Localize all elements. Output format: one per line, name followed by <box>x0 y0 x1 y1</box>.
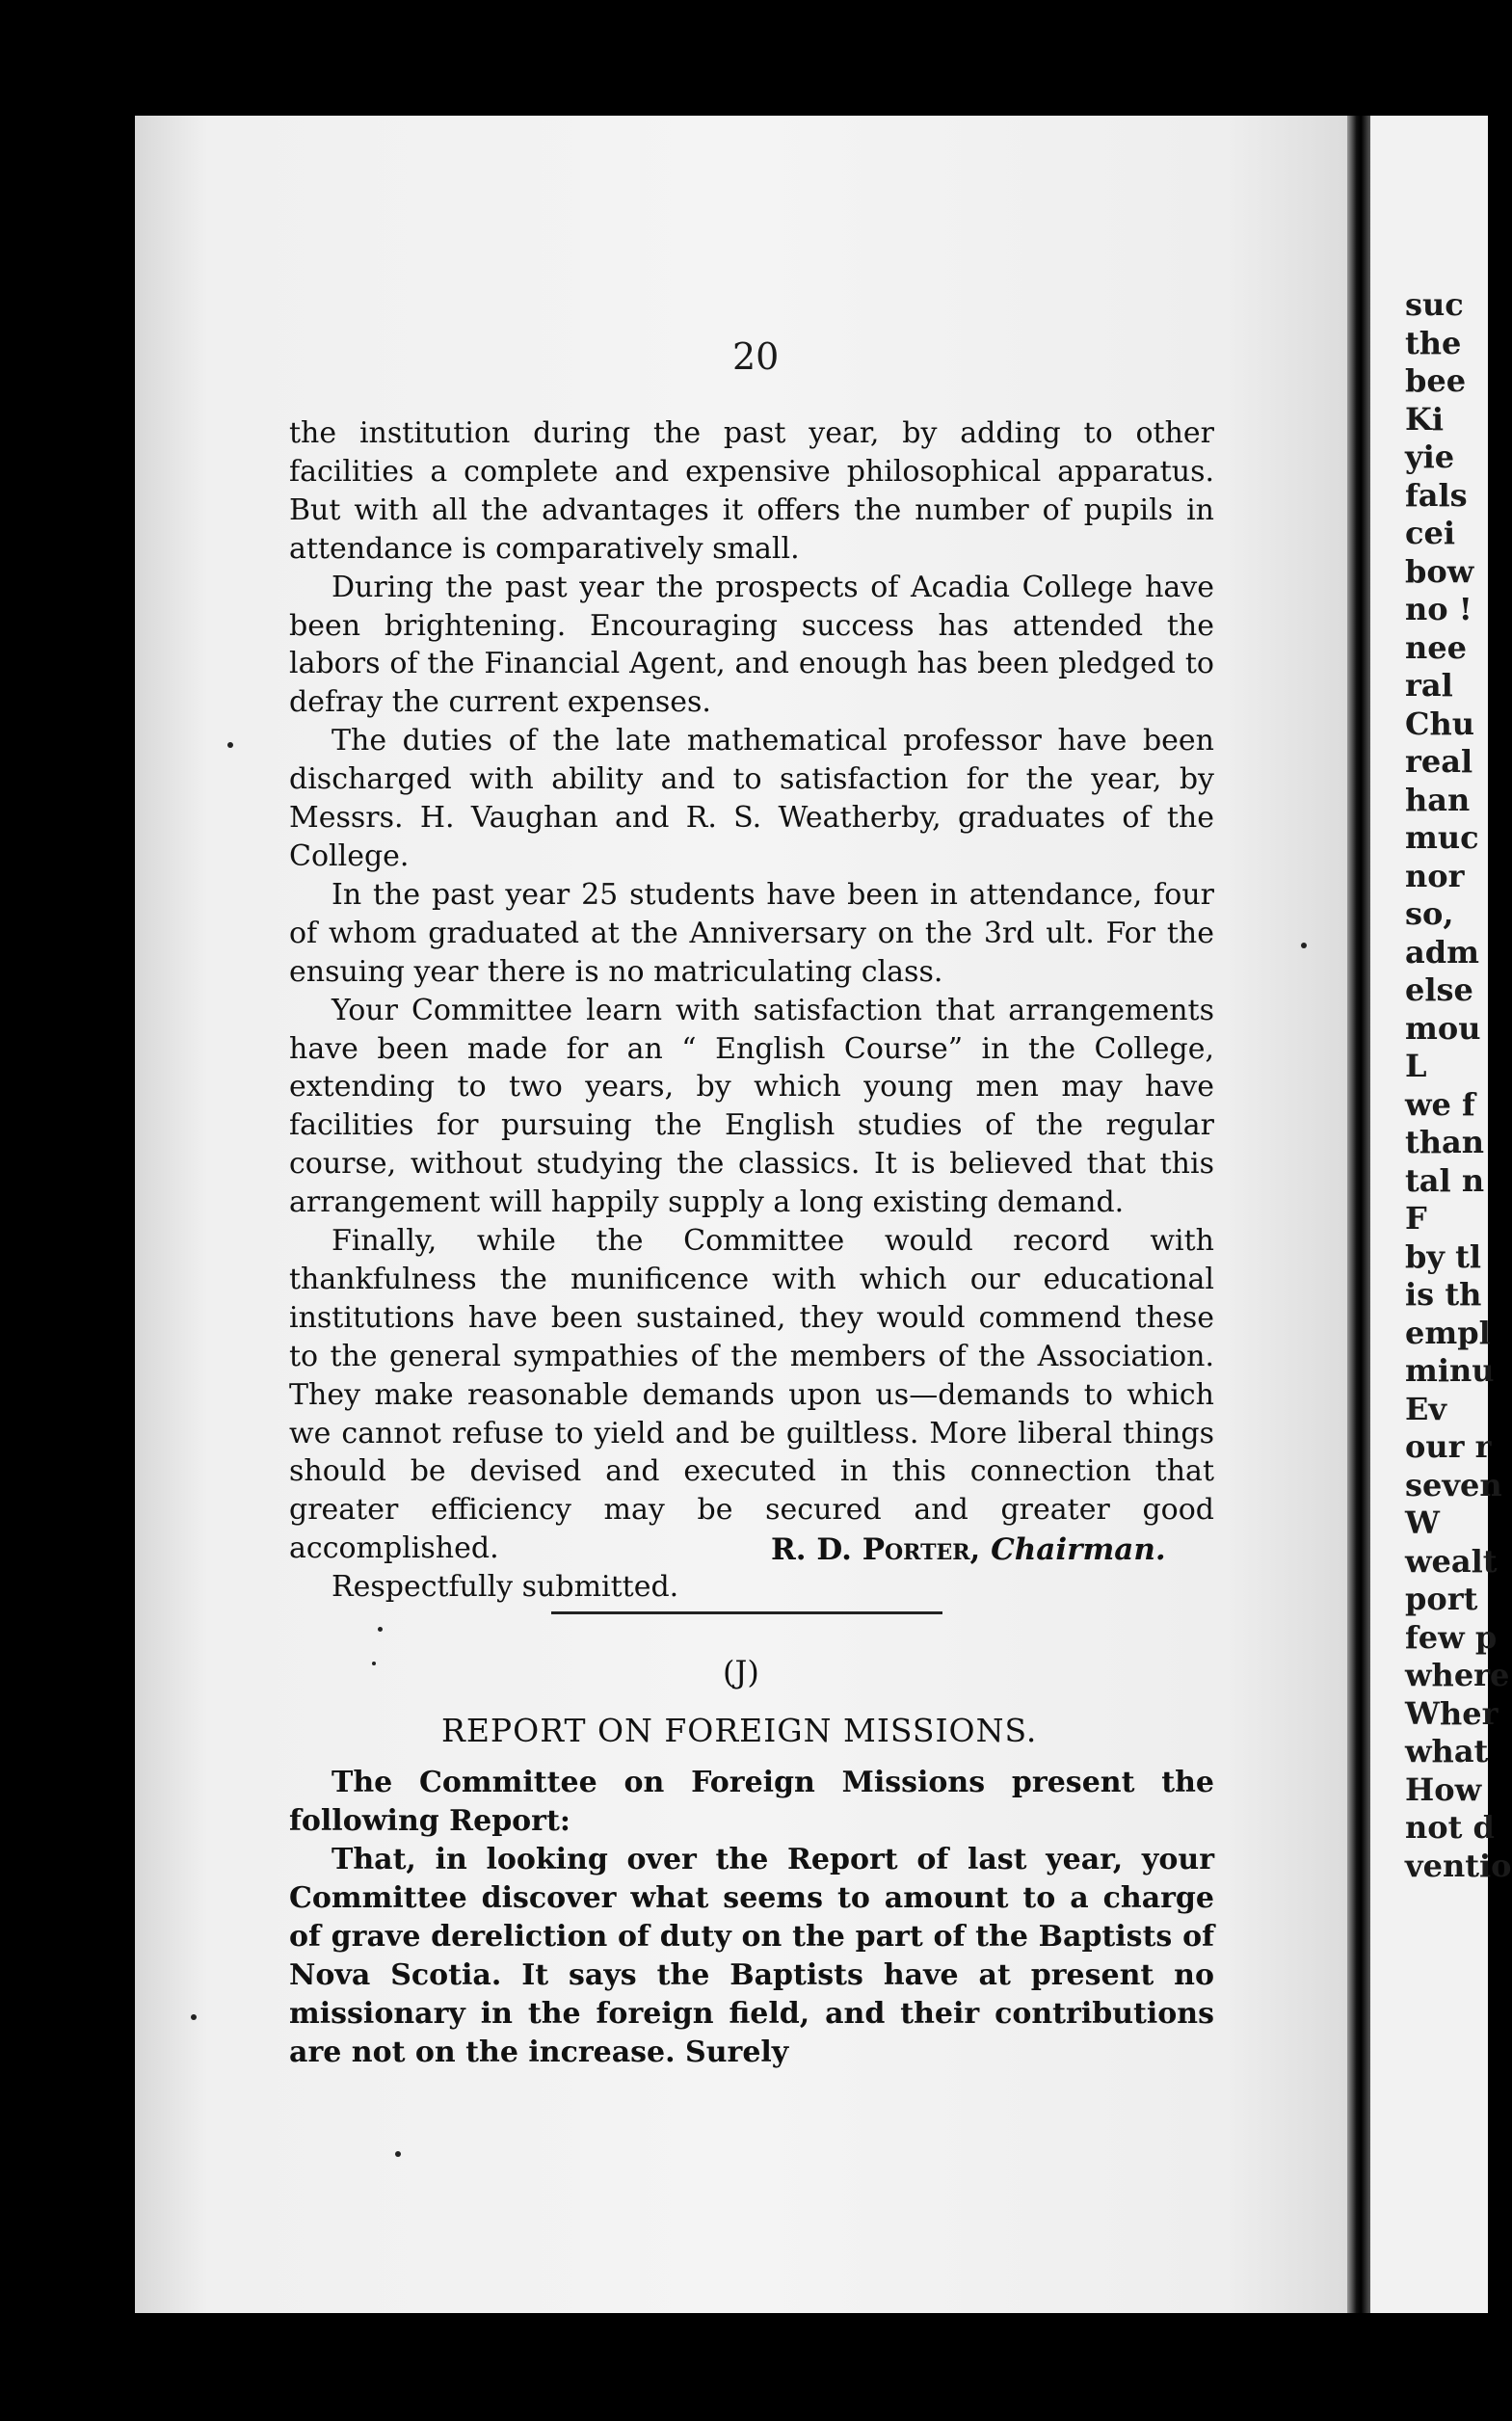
facing-page-text-fragment: no ! <box>1405 591 1472 627</box>
facing-page-text-fragment: the <box>1405 324 1462 361</box>
facing-page-text-fragment: muc <box>1405 819 1479 856</box>
facing-page-text-fragment: han <box>1405 781 1471 818</box>
paragraph: Your Committee learn with satisfaction that arrangements have been made for an “ English Course” in the College, extending to two years, by which young men may have facilities for pursuing the English studies of the regular course, without studying the classics. It is believed that this arrangement will happily supply a long existing demand. <box>289 993 1214 1220</box>
facing-page-text-fragment: wealt <box>1405 1542 1498 1580</box>
paragraph: During the past year the prospects of Acadia College have been brightening. Encouraging success has attended the labors of the Financial Agent, and enough has been pledged to defray the current expenses. <box>289 570 1214 720</box>
signature-role: Chairman. <box>991 1532 1166 1567</box>
facing-page-text-fragment: not d <box>1405 1809 1495 1846</box>
facing-page-text-fragment: Ev <box>1405 1390 1446 1427</box>
section-heading: REPORT ON FOREIGN MISSIONS. <box>441 1712 1038 1749</box>
paragraph: the institution during the past year, by adding to other facilities a complete and expensive philosophical apparatus. But with all the advantages it offers the number of pupils in attendance is comparatively small. <box>289 416 1214 566</box>
facing-page-text-fragment: is th <box>1405 1276 1482 1313</box>
scan-border-left <box>0 0 135 2421</box>
facing-page-text-fragment: mou <box>1405 1009 1481 1047</box>
facing-page-text-fragment: minu <box>1405 1352 1495 1389</box>
facing-page-text-fragment: bow <box>1405 552 1474 590</box>
facing-page-text-fragment: bee <box>1405 362 1467 399</box>
scan-speck <box>378 1627 383 1632</box>
paragraph: In the past year 25 students have been in attendance, four of whom graduated at the Anniversary on the 3rd ult. For the ensuing year there is no matriculating class. <box>289 877 1214 989</box>
facing-page-text-fragment: so, <box>1405 895 1454 932</box>
scan-speck <box>1301 943 1307 948</box>
scan-speck <box>372 1662 376 1665</box>
facing-page-text-fragment: else <box>1405 971 1473 1008</box>
scan-speck <box>191 2014 197 2020</box>
section-label: (J) <box>723 1654 759 1690</box>
facing-page-text-fragment: nor <box>1405 857 1465 894</box>
facing-page-text-fragment: seven <box>1405 1466 1502 1503</box>
facing-page-text-fragment: our r <box>1405 1428 1492 1465</box>
scan-speck <box>227 742 233 748</box>
facing-page-text-fragment: Chu <box>1405 705 1474 742</box>
paragraph: The duties of the late mathematical professor have been discharged with ability and to satisfaction for the year, by Messrs. H. Vaughan and R. S. Weatherby, graduates of the College. <box>289 724 1214 873</box>
signature <box>771 1532 1166 1567</box>
facing-page-text-fragment: by tl <box>1405 1237 1482 1275</box>
facing-page-text-fragment: real <box>1405 743 1473 780</box>
facing-page-text-fragment: adm <box>1405 933 1479 971</box>
scan-border-top <box>0 0 1488 116</box>
paragraph: Finally, while the Committee would record with thankfulness the munificence with which our educational institutions have been sustained, they would commend these to the general sympathies of the members of the Association. They make reasonable demands upon us—demands to which we cannot refuse to yield and be guiltless. More liberal things should be devised and executed in this connection that greater efficiency may be secured and greater good accomplished. <box>289 1224 1214 1566</box>
facing-page-text-fragment: suc <box>1405 286 1464 323</box>
facing-page-text-fragment: L <box>1405 1048 1427 1084</box>
facing-page-text-fragment: How <box>1405 1770 1482 1808</box>
scan-speck <box>395 2151 401 2157</box>
facing-page-text-fragment: Ki <box>1405 400 1444 438</box>
page-number: 20 <box>732 335 780 378</box>
facing-page-text-fragment: we f <box>1405 1085 1475 1123</box>
facing-page-text-fragment: what <box>1405 1733 1489 1769</box>
signature-name: R. D. Porter, <box>771 1532 981 1567</box>
paragraph: The Committee on Foreign Missions present the following Report: <box>289 1766 1214 1838</box>
facing-page-text-fragment: port <box>1405 1581 1478 1617</box>
facing-page-text-fragment: nee <box>1405 628 1467 666</box>
facing-page-text-fragment: where <box>1405 1657 1510 1693</box>
facing-page-text-fragment: empl <box>1405 1314 1491 1351</box>
facing-page-text-fragment: ventio <box>1405 1847 1512 1884</box>
facing-page-text-fragment: W <box>1405 1504 1440 1541</box>
facing-page-text-fragment: yie <box>1405 439 1455 475</box>
scan-border-bottom <box>0 2313 1488 2421</box>
facing-page-text-fragment: ral <box>1405 667 1453 704</box>
facing-page-text-fragment: tal n <box>1405 1161 1485 1199</box>
facing-page-text-fragment: cei <box>1405 515 1455 551</box>
facing-page-text-fragment: fals <box>1405 476 1468 514</box>
facing-page-fragment <box>1370 116 1512 2313</box>
foreign-missions-body <box>289 1764 1214 2072</box>
facing-page-text-fragment: Wher <box>1405 1694 1499 1732</box>
facing-page-text-fragment: F <box>1405 1200 1427 1237</box>
facing-page-text-fragment: than <box>1405 1124 1485 1160</box>
paragraph: Respectfully submitted. <box>332 1570 679 1605</box>
book-gutter <box>1347 116 1370 2313</box>
section-divider <box>551 1611 942 1614</box>
facing-page-text-fragment: few p <box>1405 1618 1498 1656</box>
paragraph: That, in looking over the Report of last year, your Committee discover what seems to amount to a charge of grave dereliction of duty on the part of the Baptists of Nova Scotia. It says the Baptists have at present no missionary in the foreign field, and their contributions are not on the increase. Surely <box>289 1843 1214 2069</box>
committee-report-body <box>289 414 1214 1607</box>
